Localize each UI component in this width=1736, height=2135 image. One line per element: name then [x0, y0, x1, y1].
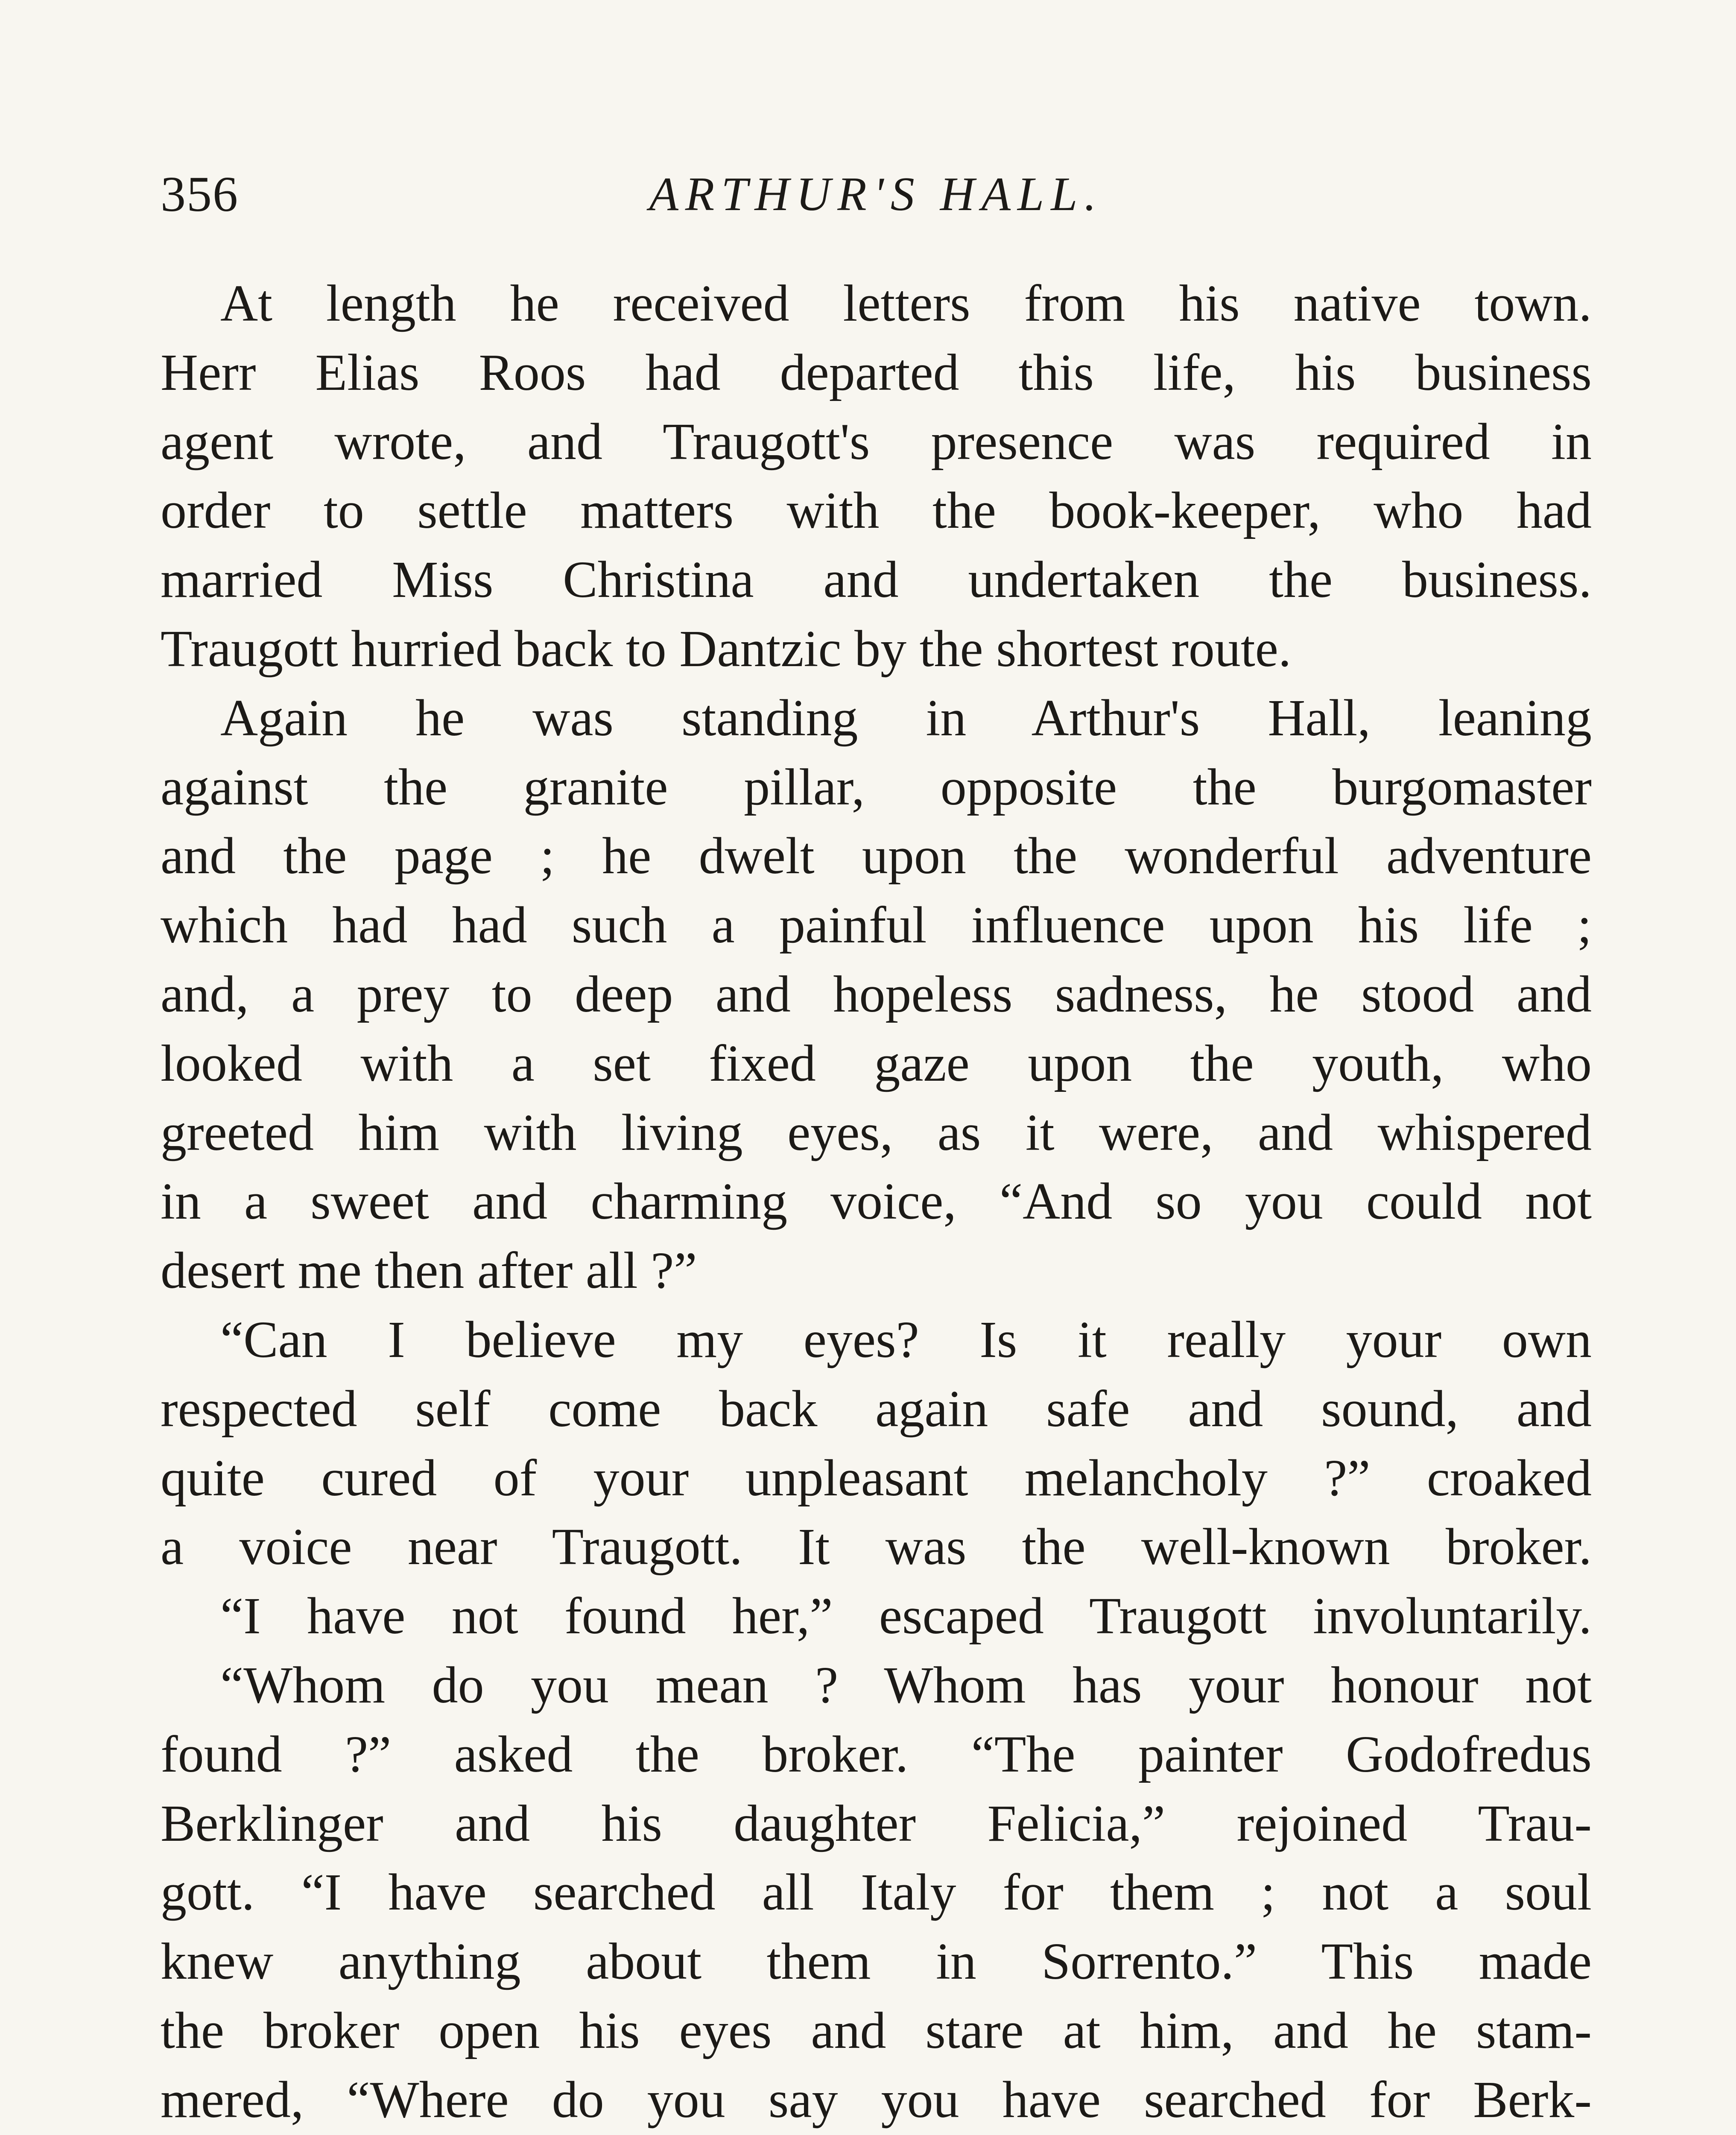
text-line: in a sweet and charming voice, “And so you could not: [161, 1173, 1592, 1231]
text-line: “Can I believe my eyes? Is it really your own: [220, 1310, 1592, 1369]
page-header: [161, 158, 1592, 231]
text-line: “I have not found her,” escaped Traugott involuntarily.: [220, 1587, 1592, 1645]
text-line: quite cured of your unpleasant melancholy ?” croaked: [161, 1449, 1592, 1507]
running-title: ARTHUR'S HALL.: [649, 168, 1103, 221]
text-line: Herr Elias Roos had departed this life, his business: [161, 343, 1592, 401]
text-line: which had had such a painful influence upon his life ;: [161, 896, 1592, 954]
text-line: Traugott hurried back to Dantzic by the shortest route.: [161, 620, 1292, 678]
page-number: 356: [161, 166, 239, 222]
text-line: found ?” asked the broker. “The painter Godofredus: [161, 1725, 1592, 1783]
text-line: the broker open his eyes and stare at him, and he stam-: [161, 2001, 1592, 2059]
text-line: mered, “Where do you say you have searched for Berk-: [161, 2071, 1592, 2129]
text-line: gott. “I have searched all Italy for them ; not a soul: [161, 1863, 1592, 1922]
text-line: looked with a set fixed gaze upon the youth, who: [161, 1034, 1592, 1092]
text-line: desert me then after all ?”: [161, 1242, 697, 1300]
text-line: Berklinger and his daughter Felicia,” rejoined Trau-: [161, 1794, 1592, 1852]
text-line: “Whom do you mean ? Whom has your honour not: [220, 1656, 1592, 1714]
text-line: knew anything about them in Sorrento.” This made: [161, 1933, 1592, 1991]
text-line: and, a prey to deep and hopeless sadness, he stood and: [161, 965, 1592, 1023]
text-line: Again he was standing in Arthur's Hall, leaning: [220, 689, 1592, 747]
text-line: a voice near Traugott. It was the well-known broker.: [161, 1518, 1592, 1576]
body-text: [161, 269, 1592, 2135]
text-line: agent wrote, and Traugott's presence was required in: [161, 412, 1592, 471]
text-line: and the page ; he dwelt upon the wonderful adventure: [161, 827, 1592, 885]
text-line: respected self come back again safe and sound, and: [161, 1380, 1592, 1438]
text-line: At length he received letters from his native town.: [220, 275, 1592, 332]
text-line: against the granite pillar, opposite the burgomaster: [161, 758, 1592, 816]
text-line: order to settle matters with the book-keeper, who had: [161, 482, 1592, 540]
text-line: greeted him with living eyes, as it were, and whispered: [161, 1103, 1592, 1161]
text-line: married Miss Christina and undertaken the business.: [161, 551, 1592, 609]
